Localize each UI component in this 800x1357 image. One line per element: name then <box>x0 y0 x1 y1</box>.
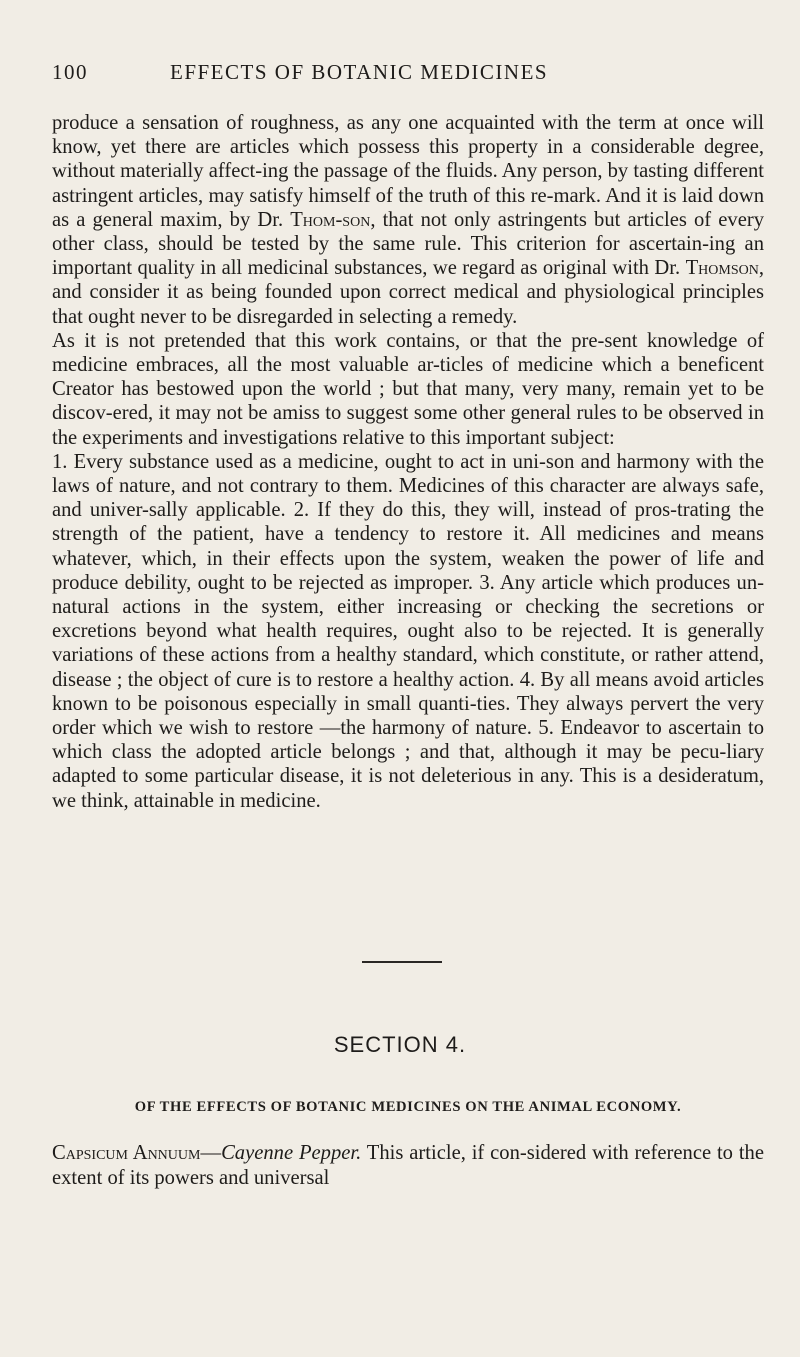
paragraph-2: As it is not pretended that this work contains, or that the pre-sent knowledge of medicine embraces, all the most valuable ar-ticles of medicine which a beneficent Creator has bestowed upon the world ; but that many, very many, remain yet to be discov-ered, it may not be amiss to suggest some other general rules to be observed in the experiments and investigations relative to this important subject: <box>52 329 764 449</box>
section-text: This article, if con-sidered with reference to the extent of its powers and universal <box>52 1142 764 1189</box>
running-title: EFFECTS OF BOTANIC MEDICINES <box>170 60 549 84</box>
section-divider <box>362 961 442 963</box>
paragraph-3-rules: 1. Every substance used as a medicine, ought to act in uni-son and harmony with the laws of nature, and not contrary to them. Medicines of this character are always safe, and univer-sally applicable. 2. If they do this, they will, instead of pros-trating the strength of the patient, have a tendency to restore it. All medicines and means whatever, which, in their effects upon the system, weaken the power of life and produce debility, ought to be rejected as improper. 3. Any article which produces un-natural actions in the system, either increasing or checking the secretions or excretions beyond what health requires, ought also to be rejected. It is generally variations of these actions from a healthy standard, which constitute, or rather attend, disease ; the object of cure is to restore a healthy action. 4. By all means avoid articles known to be poisonous especially in small quanti-ties. They always pervert the very order which we wish to restore —the harmony of nature. 5. Endeavor to ascertain to which class the adopted article belongs ; and that, although it may be pecu-liary adapted to some particular disease, it is not deleterious in any. This is a desideratum, we think, attainable in medicine. <box>52 450 764 812</box>
name-thomson-1: Thom-son <box>290 208 371 231</box>
lead-term: Capsicum Annuum <box>52 1142 201 1164</box>
paragraph-1-part-c: , and consider it as being founded upon correct medical and physiological principles that ought never to be disregarded in selecting a remedy. <box>52 257 764 328</box>
section-subheading: OF THE EFFECTS OF BOTANIC MEDICINES ON THE ANIMAL ECONOMY. <box>134 1099 682 1115</box>
section-body <box>52 1141 764 1190</box>
common-name: Cayenne Pepper. <box>221 1142 362 1164</box>
em-dash: — <box>200 1142 222 1164</box>
paragraph-1-part-b: , that not only astringents but articles of every other class, should be tested by the same rule. This criterion for ascertain-ing an important quality in all medicinal substances, we regard as original with Dr. <box>52 208 764 280</box>
section-heading: SECTION 4. <box>333 1032 467 1057</box>
page-number: 100 <box>52 60 88 84</box>
name-thomson-2: Thomson <box>685 257 759 280</box>
page-header <box>52 60 748 96</box>
section-paragraph <box>52 1141 764 1190</box>
paragraph-1 <box>52 111 764 329</box>
paragraph-1-part-a: produce a sensation of roughness, as any one acquainted with the term at once will know, yet there are articles which possess this property in a considerable degree, without materially affect-ing the passage of the fluids. Any person, by tasting different astringent articles, may satisfy himself of the truth of this re-mark. And it is laid down as a general maxim, by Dr. <box>52 112 764 231</box>
body-text <box>52 111 764 813</box>
